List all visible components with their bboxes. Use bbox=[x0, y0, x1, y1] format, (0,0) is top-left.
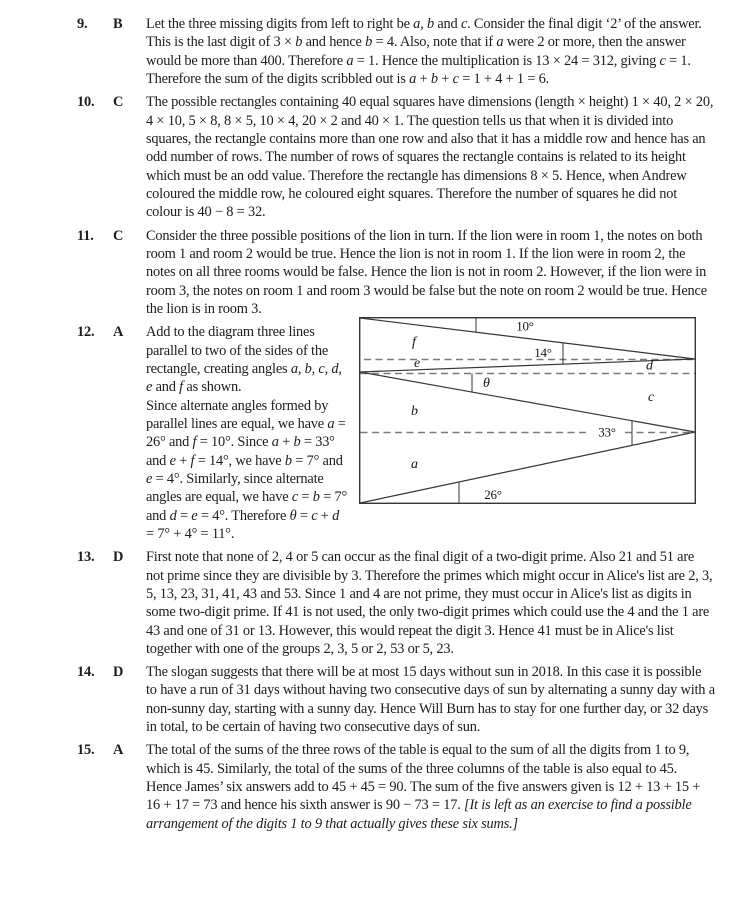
answer-letter: C bbox=[113, 227, 124, 244]
question-number: 15. bbox=[77, 742, 95, 759]
solution-paragraph: Since alternate angles formed by parallel lines are equal, we have a = 26° and f = 10°. Since a + b = 33° and e + f = 14°, we have b = 7° and e = 4°. Similarly, since alternate angles are equal, we have c = b = 7° and d = e = 4°. Therefore θ = c + d = 7° + 4° = 11°. bbox=[146, 397, 347, 542]
answer-letter: B bbox=[113, 16, 123, 32]
solution-item-14 bbox=[77, 663, 715, 736]
answer-letter: D bbox=[113, 664, 124, 681]
solution-text bbox=[146, 15, 715, 88]
solution-item-12 bbox=[77, 318, 715, 543]
question-number: 10. bbox=[77, 94, 95, 111]
solution-paragraph: Add to the diagram three lines parallel to two of the sides of the rectangle, creating angles a, b, c, d, e and f as shown. bbox=[146, 324, 342, 396]
question-number: 11. bbox=[77, 227, 94, 244]
solution-item-11 bbox=[77, 227, 715, 319]
question-number: 9. bbox=[77, 16, 88, 32]
angle-label-26: 26° bbox=[484, 487, 502, 503]
solution-paragraph: The possible rectangles containing 40 equal squares have dimensions (length × height) 1 × 40, 2 × 20, 4 × 10, 5 × 8, 8 × 5, 10 × 4, 20 × 2 and 40 × 1. The question tells us that when it is divided into squares, the rectangle contains more than one row and also that it has a middle row and hence has an odd number of rows. The number of rows of squares the rectangle contains is related to its height which must be an odd value. Therefore the rectangle has dimensions 8 × 5. Hence, when Andrew coloured the middle row, he coloured eight squares. Therefore the number of squares he did not colour is 40 − 8 = 32. bbox=[146, 94, 714, 221]
angle-label-10: 10° bbox=[516, 318, 534, 334]
zigzag-segment-2 bbox=[360, 359, 695, 372]
answer-letter: A bbox=[113, 742, 124, 759]
solution-text bbox=[146, 93, 715, 221]
solution-paragraph: The total of the sums of the three rows of the table is equal to the sum of all the digits from 1 to 9, which is 45. Similarly, the total of the sums of the three columns of the table is also equal to 45. Hence James’ six answers add to 45 + 45 = 90. The sum of the five answers given is 12 + 13 + 15 + 16 + 17 = 73 and hence his sixth answer is 90 − 73 = 17. [It is left as an exercise to find a possible arrangement of the digits 1 to 9 that actually gives these six sums.] bbox=[146, 742, 701, 832]
angle-label-b: b bbox=[411, 404, 418, 420]
angle-label-33: 33° bbox=[598, 424, 616, 440]
angle-label-theta: θ bbox=[483, 376, 490, 392]
solution-text bbox=[146, 548, 715, 658]
solution-paragraph: First note that none of 2, 4 or 5 can occur as the final digit of a two-digit prime. Also 21 and 51 are not prime since they are divisible by 3. Therefore the primes which might occur in Alice's list are 2, 3, 5, 13, 23, 31, 41, 43 and 53. Since 1 and 4 are not prime, they must occur in Alice's list as digits in some two-digit prime. If 41 is not used, the only two-digit primes which could use the 4 and the 1 are 43 and one of 31 or 13. However, this would repeat the digit 3. Hence 41 must be in Alice's list together with one of the groups 2, 3, 5 or 2, 53 or 5, 23. bbox=[146, 549, 713, 657]
solution-paragraph: Let the three missing digits from left to right be a, b and c. Consider the final digit ‘2’ of the answer. This is the last digit of 3 × b and hence b = 4. Also, note that if a were 2 or more, then the answer would be more than 400. Therefore a = 1. Hence the multiplication is 13 × 24 = 312, giving c = 1. Therefore the sum of the digits scribbled out is a + b + c = 1 + 4 + 1 = 6. bbox=[146, 16, 702, 87]
solution-text bbox=[146, 227, 715, 319]
angle-diagram bbox=[359, 317, 696, 504]
answer-letter: A bbox=[113, 324, 124, 341]
angle-label-14: 14° bbox=[534, 345, 552, 361]
answer-letter: D bbox=[113, 549, 124, 566]
angle-diagram-svg bbox=[359, 317, 696, 504]
angle-label-c: c bbox=[648, 390, 655, 406]
angle-label-f: f bbox=[412, 335, 416, 351]
zigzag-segment-3 bbox=[360, 372, 695, 432]
solution-text bbox=[146, 318, 715, 543]
question-number: 13. bbox=[77, 549, 95, 566]
solution-text bbox=[146, 741, 715, 833]
angle-label-a: a bbox=[411, 457, 418, 473]
solution-text bbox=[146, 663, 715, 736]
question-number: 14. bbox=[77, 664, 95, 681]
solution-item-10 bbox=[77, 93, 715, 221]
solution-item-9 bbox=[77, 15, 715, 88]
angle-label-d: d bbox=[646, 358, 653, 374]
solution-paragraph: The slogan suggests that there will be at most 15 days without sun in 2018. In this case it is possible to have a run of 31 days without having two consecutive days of sun by alternating a sunny day with a non-sunny day, starting with a sunny day. Hence Will Burn has to stay for one further day, or 32 days in total, to be certain of having two consecutive days of sun. bbox=[146, 664, 715, 736]
solution-paragraph: Consider the three possible positions of the lion in turn. If the lion were in room 1, the notes on both room 1 and room 2 would be true. Hence the lion is not in room 1. If the lion were in room 2, the notes on all three rooms would be false. Hence the lion is not in room 2. However, if the lion were in room 3, the notes on room 1 and room 3 would be false but the note on room 2 would be true. Hence the lion is in room 3. bbox=[146, 227, 707, 317]
question-number: 12. bbox=[77, 324, 95, 341]
answer-letter: C bbox=[113, 94, 124, 111]
solution-item-15 bbox=[77, 741, 715, 833]
angle-label-e: e bbox=[414, 356, 421, 372]
solution-item-13 bbox=[77, 548, 715, 658]
